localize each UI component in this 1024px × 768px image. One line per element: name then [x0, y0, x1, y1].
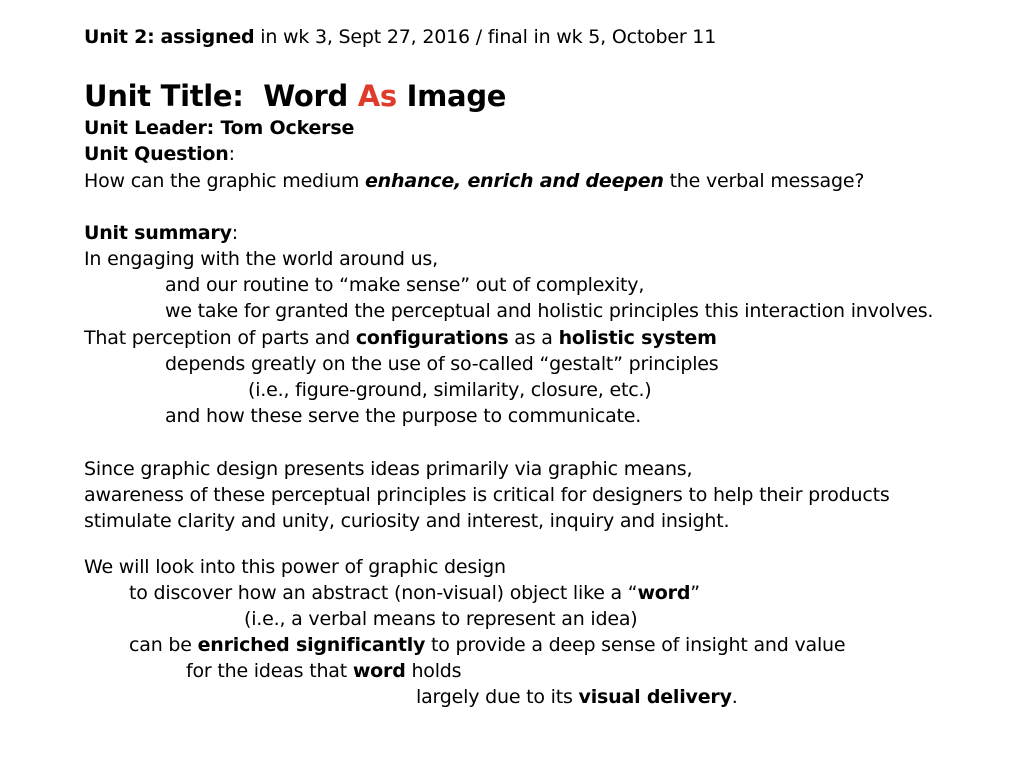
unit-summary-heading	[84, 220, 238, 246]
unit-title-word: Word	[263, 79, 348, 113]
summary-line-4-pre: That perception of parts and	[84, 327, 350, 349]
summary-line-6: (i.e., figure-ground, similarity, closure, etc.)	[248, 379, 652, 401]
paragraph-2-line-3: stimulate clarity and unity, curiosity and interest, inquiry and insight.	[84, 510, 730, 532]
unit-title-image: Image	[406, 79, 507, 113]
paragraph-3-enriched: enriched significantly	[197, 634, 426, 656]
paragraph-3-line-2-pre: to discover how an abstract (non-visual) object like a “	[129, 582, 638, 604]
paragraph-3-visual-delivery: visual delivery	[578, 686, 732, 708]
paragraph-3-line-6-pre: largely due to its	[416, 686, 573, 708]
unit-title-as: As	[357, 79, 397, 113]
question-emphasis: enhance, enrich and deepen	[365, 170, 664, 192]
unit-leader: Unit Leader: Tom Ockerse	[84, 117, 355, 139]
question-pre: How can the graphic medium	[84, 170, 360, 192]
paragraph-2-line-1: Since graphic design presents ideas primarily via graphic means,	[84, 458, 693, 480]
paragraph-3-word-2: word	[352, 660, 406, 682]
unit-question-label: Unit Question	[84, 143, 229, 165]
unit-question-heading	[84, 141, 235, 167]
paragraph-3-line-3: (i.e., a verbal means to represent an idea)	[244, 608, 638, 630]
paragraph-3-line-4-post: to provide a deep sense of insight and value	[431, 634, 846, 656]
paragraph-2-line-2: awareness of these perceptual principles is critical for designers to help their products	[84, 484, 890, 506]
unit-title-label: Unit Title:	[84, 79, 244, 113]
unit-dates: in wk 3, Sept 27, 2016 / final in wk 5, October 11	[260, 26, 717, 48]
paragraph-3-line-5-pre: for the ideas that	[186, 660, 347, 682]
unit-number: Unit 2:	[84, 26, 155, 48]
summary-line-2: and our routine to “make sense” out of complexity,	[165, 274, 645, 296]
summary-line-7: and how these serve the purpose to communicate.	[165, 405, 642, 427]
summary-line-3: we take for granted the perceptual and holistic principles this interaction involves.	[165, 300, 934, 322]
paragraph-3-word: word	[637, 582, 691, 604]
unit-title	[84, 78, 506, 114]
paragraph-3-line-2-post: ”	[690, 582, 700, 604]
summary-line-5: depends greatly on the use of so-called “gestalt” principles	[165, 353, 719, 375]
summary-line-4-mid: as a	[514, 327, 553, 349]
paragraph-3-line-5	[186, 658, 461, 684]
summary-line-1: In engaging with the world around us,	[84, 248, 438, 270]
assigned-label: assigned	[160, 26, 255, 48]
summary-holistic-system: holistic system	[558, 327, 717, 349]
summary-configurations: configurations	[355, 327, 509, 349]
unit-question-text	[84, 168, 864, 194]
paragraph-3-line-4	[129, 632, 845, 658]
unit-question-colon: :	[228, 143, 235, 165]
paragraph-3-line-6-post: .	[731, 686, 738, 708]
paragraph-3-line-4-pre: can be	[129, 634, 192, 656]
summary-line-4	[84, 325, 717, 351]
unit-summary-label: Unit summary	[84, 222, 232, 244]
paragraph-3-line-2	[129, 580, 700, 606]
unit-header	[84, 24, 716, 50]
paragraph-3-line-5-post: holds	[411, 660, 462, 682]
question-post: the verbal message?	[669, 170, 865, 192]
paragraph-3-line-1: We will look into this power of graphic design	[84, 556, 506, 578]
paragraph-3-line-6	[416, 684, 738, 710]
unit-summary-colon: :	[231, 222, 238, 244]
